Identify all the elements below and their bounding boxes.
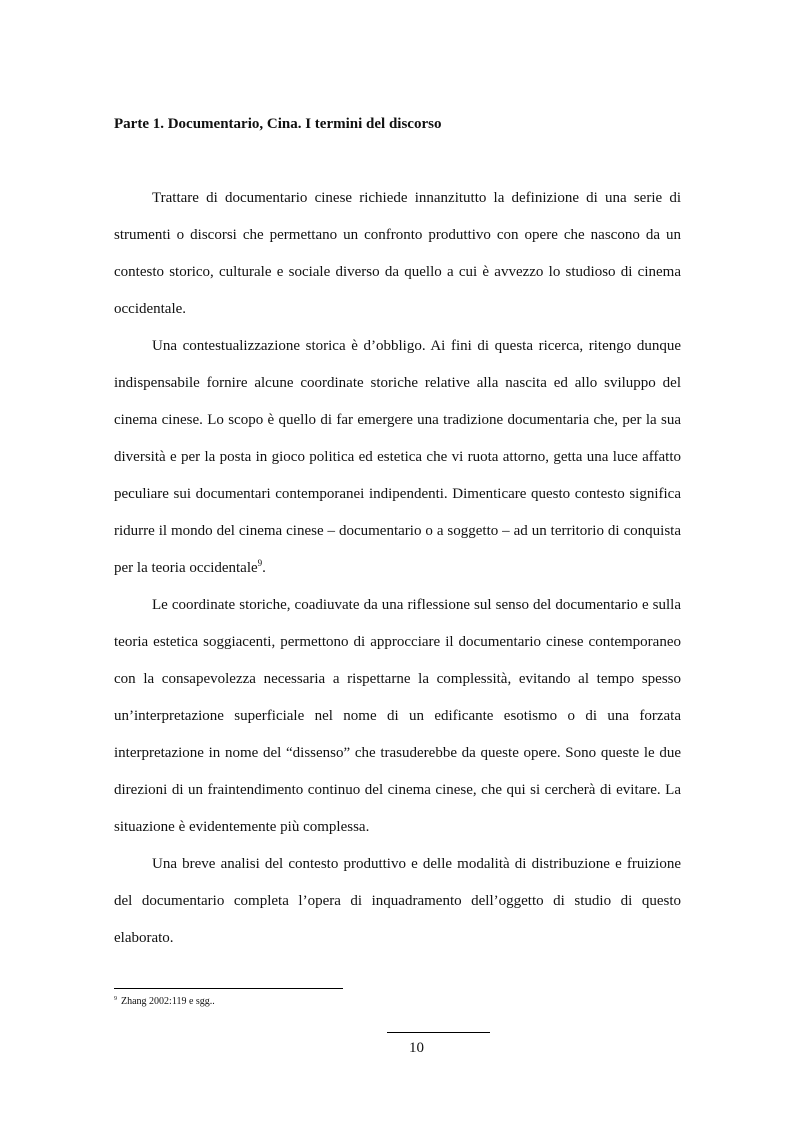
paragraph-2-end: . [262,560,266,576]
body-text [114,180,681,957]
footnote-number: 9 [114,995,117,1002]
page-number: 10 [409,1040,424,1056]
paragraph-2-text: Una contestualizzazione storica è d’obbligo. Ai fini di questa ricerca, ritengo dunque indispensabile fornire alcune coordinate storiche relative alla nascita ed allo sviluppo del cinema cinese. Lo scopo è quello di far emergere una tradizione documentaria che, per la sua diversità e per la posta in gioco politica ed estetica che vi ruota attorno, getta una luce affatto peculiare sui documentari contemporanei indipendenti. Dimenticare questo contesto significa ridurre il mondo del cinema cinese – documentario o a soggetto – ad un territorio di conquista per la teoria occidentale [114,338,681,576]
page-number-divider [387,1032,490,1033]
section-heading: Parte 1. Documentario, Cina. I termini del discorso [114,116,442,132]
footnote-divider [114,988,343,989]
paragraph-1: Trattare di documentario cinese richiede innanzitutto la definizione di una serie di strumenti o discorsi che permettano un confronto produttivo con opere che nascono da un contesto storico, culturale e sociale diverso da quello a cui è avvezzo lo studioso di cinema occidentale. [114,190,681,317]
paragraph-3: Le coordinate storiche, coadiuvate da una riflessione sul senso del documentario e sulla teoria estetica soggiacenti, permettono di approcciare il documentario cinese contemporaneo con la consapevolezza necessaria a rispettarne la complessità, evitando al tempo spesso un’interpretazione superficiale nel nome di un edificante esotismo o di una forzata interpretazione in nome del “dissenso” che trasuderebbe da queste opere. Sono queste le due direzioni di un fraintendimento continuo del cinema cinese, che qui si cercherà di evitare. La situazione è evidentemente più complessa. [114,597,681,835]
footnote [114,996,215,1007]
paragraph-4: Una breve analisi del contesto produttivo e delle modalità di distribuzione e fruizione del documentario completa l’opera di inquadramento dell’oggetto di studio di questo elaborato. [114,856,681,946]
footnote-reference[interactable]: 9 [257,558,263,568]
paragraph-2 [114,328,681,587]
footnote-text: Zhang 2002:119 e sgg.. [121,996,215,1007]
